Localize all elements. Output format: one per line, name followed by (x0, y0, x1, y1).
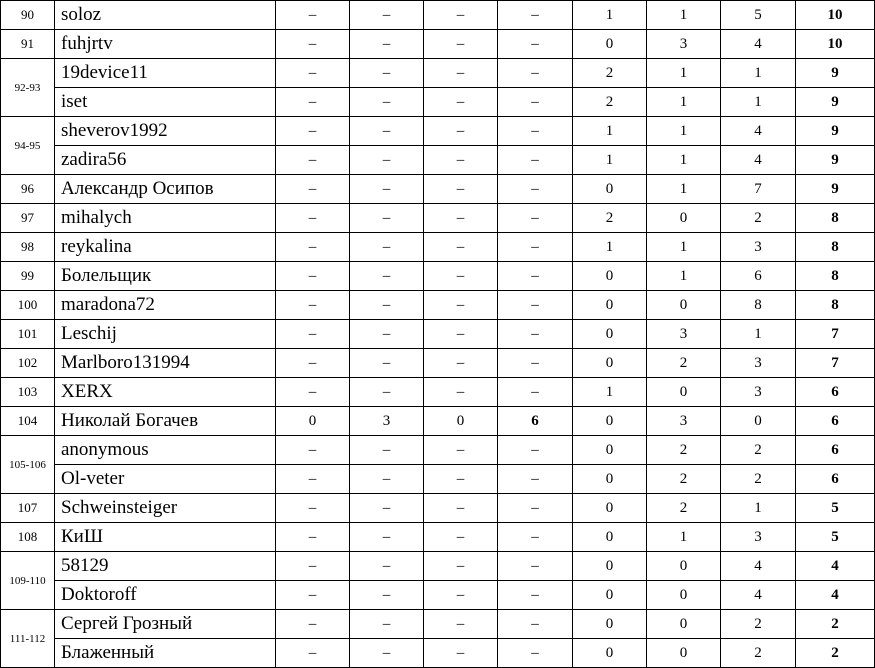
participant-name: 19device11 (55, 59, 276, 88)
table-row (1, 349, 875, 378)
table-row (1, 320, 875, 349)
score-cell-7: 4 (721, 146, 796, 175)
participant-name: Ol-veter (55, 465, 276, 494)
score-cell-4: – (498, 291, 573, 320)
score-cell-2: – (350, 349, 424, 378)
score-cell-2: – (350, 146, 424, 175)
score-cell-2: – (350, 552, 424, 581)
score-cell-5: 2 (573, 59, 647, 88)
score-cell-1: – (276, 175, 350, 204)
total-cell: 5 (796, 523, 875, 552)
total-cell: 5 (796, 494, 875, 523)
score-cell-1: – (276, 88, 350, 117)
score-cell-7: 2 (721, 610, 796, 639)
score-cell-4: – (498, 610, 573, 639)
table-row (1, 30, 875, 59)
score-cell-7: 3 (721, 349, 796, 378)
score-cell-4: – (498, 436, 573, 465)
score-cell-5: 1 (573, 233, 647, 262)
score-cell-6: 1 (647, 117, 721, 146)
score-cell-3: – (424, 233, 498, 262)
score-cell-2: – (350, 465, 424, 494)
score-cell-1: – (276, 1, 350, 30)
participant-name: iset (55, 88, 276, 117)
score-cell-5: 0 (573, 581, 647, 610)
participant-name: reykalina (55, 233, 276, 262)
rank-cell: 92-93 (1, 59, 55, 117)
table-row (1, 59, 875, 88)
score-cell-2: 3 (350, 407, 424, 436)
score-cell-3: – (424, 30, 498, 59)
score-cell-5: 0 (573, 610, 647, 639)
score-cell-4: – (498, 523, 573, 552)
score-cell-1: 0 (276, 407, 350, 436)
total-cell: 9 (796, 175, 875, 204)
table-row (1, 146, 875, 175)
rank-cell: 102 (1, 349, 55, 378)
score-cell-3: – (424, 262, 498, 291)
total-cell: 2 (796, 610, 875, 639)
score-cell-2: – (350, 204, 424, 233)
rank-cell: 90 (1, 1, 55, 30)
score-cell-3: – (424, 320, 498, 349)
score-cell-2: – (350, 639, 424, 668)
score-cell-1: – (276, 349, 350, 378)
rank-cell: 91 (1, 30, 55, 59)
score-cell-7: 8 (721, 291, 796, 320)
score-cell-6: 1 (647, 523, 721, 552)
score-cell-3: – (424, 175, 498, 204)
total-cell: 8 (796, 291, 875, 320)
score-cell-1: – (276, 378, 350, 407)
table-row (1, 117, 875, 146)
score-cell-4: – (498, 88, 573, 117)
participant-name: sheverov1992 (55, 117, 276, 146)
rank-cell: 103 (1, 378, 55, 407)
score-cell-2: – (350, 320, 424, 349)
table-row (1, 291, 875, 320)
score-cell-7: 2 (721, 465, 796, 494)
score-cell-5: 0 (573, 349, 647, 378)
total-cell: 9 (796, 88, 875, 117)
score-cell-6: 1 (647, 1, 721, 30)
score-cell-4: – (498, 639, 573, 668)
score-cell-2: – (350, 30, 424, 59)
score-cell-7: 5 (721, 1, 796, 30)
score-cell-4: – (498, 262, 573, 291)
rank-cell: 96 (1, 175, 55, 204)
score-cell-7: 6 (721, 262, 796, 291)
score-cell-7: 4 (721, 30, 796, 59)
table-row (1, 175, 875, 204)
score-cell-6: 2 (647, 349, 721, 378)
score-cell-2: – (350, 523, 424, 552)
score-cell-5: 0 (573, 291, 647, 320)
participant-name: fuhjrtv (55, 30, 276, 59)
score-cell-1: – (276, 552, 350, 581)
rank-cell: 98 (1, 233, 55, 262)
total-cell: 9 (796, 146, 875, 175)
table-row (1, 494, 875, 523)
score-cell-2: – (350, 233, 424, 262)
score-cell-3: – (424, 610, 498, 639)
total-cell: 4 (796, 581, 875, 610)
score-cell-5: 1 (573, 146, 647, 175)
score-cell-3: – (424, 204, 498, 233)
rank-cell: 100 (1, 291, 55, 320)
score-cell-1: – (276, 523, 350, 552)
table-row (1, 610, 875, 639)
rank-cell: 104 (1, 407, 55, 436)
score-cell-7: 1 (721, 494, 796, 523)
table-row (1, 1, 875, 30)
score-cell-7: 3 (721, 523, 796, 552)
participant-name: Schweinsteiger (55, 494, 276, 523)
participant-name: XERX (55, 378, 276, 407)
score-cell-1: – (276, 30, 350, 59)
score-cell-1: – (276, 581, 350, 610)
score-cell-1: – (276, 639, 350, 668)
score-cell-6: 1 (647, 59, 721, 88)
participant-name: КиШ (55, 523, 276, 552)
score-cell-3: – (424, 1, 498, 30)
participant-name: anonymous (55, 436, 276, 465)
score-cell-7: 2 (721, 204, 796, 233)
table-row (1, 88, 875, 117)
score-cell-7: 3 (721, 233, 796, 262)
score-cell-6: 3 (647, 320, 721, 349)
total-cell: 2 (796, 639, 875, 668)
participant-name: Блаженный (55, 639, 276, 668)
total-cell: 7 (796, 349, 875, 378)
score-cell-1: – (276, 436, 350, 465)
total-cell: 6 (796, 465, 875, 494)
table-row (1, 378, 875, 407)
score-cell-4: – (498, 204, 573, 233)
score-cell-2: – (350, 291, 424, 320)
score-cell-4: – (498, 378, 573, 407)
score-cell-4: – (498, 552, 573, 581)
total-cell: 9 (796, 117, 875, 146)
score-cell-3: – (424, 291, 498, 320)
score-cell-1: – (276, 262, 350, 291)
score-cell-7: 2 (721, 639, 796, 668)
score-cell-4: – (498, 117, 573, 146)
total-cell: 6 (796, 436, 875, 465)
rank-cell: 94-95 (1, 117, 55, 175)
score-cell-7: 2 (721, 436, 796, 465)
score-cell-4: – (498, 320, 573, 349)
score-cell-1: – (276, 494, 350, 523)
score-cell-6: 3 (647, 30, 721, 59)
score-cell-5: 0 (573, 494, 647, 523)
total-cell: 8 (796, 233, 875, 262)
score-cell-5: 0 (573, 262, 647, 291)
score-cell-1: – (276, 320, 350, 349)
score-cell-4: – (498, 1, 573, 30)
rank-cell: 109-110 (1, 552, 55, 610)
score-cell-7: 4 (721, 117, 796, 146)
score-cell-3: – (424, 581, 498, 610)
score-cell-1: – (276, 465, 350, 494)
rank-cell: 107 (1, 494, 55, 523)
score-cell-5: 0 (573, 320, 647, 349)
score-cell-3: – (424, 436, 498, 465)
total-cell: 10 (796, 1, 875, 30)
score-cell-2: – (350, 1, 424, 30)
score-cell-1: – (276, 59, 350, 88)
score-cell-6: 0 (647, 378, 721, 407)
score-cell-4: 6 (498, 407, 573, 436)
score-cell-6: 1 (647, 146, 721, 175)
score-cell-2: – (350, 581, 424, 610)
score-cell-5: 0 (573, 436, 647, 465)
rank-cell: 101 (1, 320, 55, 349)
score-cell-6: 2 (647, 494, 721, 523)
score-cell-5: 1 (573, 1, 647, 30)
table-row (1, 233, 875, 262)
table-row (1, 465, 875, 494)
score-cell-6: 0 (647, 552, 721, 581)
table-row (1, 581, 875, 610)
score-cell-3: – (424, 146, 498, 175)
score-cell-7: 1 (721, 88, 796, 117)
score-cell-2: – (350, 610, 424, 639)
score-cell-4: – (498, 581, 573, 610)
score-cell-5: 0 (573, 407, 647, 436)
score-cell-4: – (498, 175, 573, 204)
total-cell: 9 (796, 59, 875, 88)
table-row (1, 407, 875, 436)
score-cell-6: 2 (647, 436, 721, 465)
score-cell-2: – (350, 262, 424, 291)
score-cell-1: – (276, 117, 350, 146)
score-cell-5: 1 (573, 117, 647, 146)
participant-name: Болельщик (55, 262, 276, 291)
total-cell: 7 (796, 320, 875, 349)
score-cell-5: 0 (573, 523, 647, 552)
score-cell-2: – (350, 117, 424, 146)
total-cell: 6 (796, 407, 875, 436)
rank-cell: 99 (1, 262, 55, 291)
score-cell-3: – (424, 465, 498, 494)
score-cell-5: 0 (573, 552, 647, 581)
score-cell-7: 3 (721, 378, 796, 407)
score-cell-6: 3 (647, 407, 721, 436)
rank-cell: 111-112 (1, 610, 55, 668)
score-cell-1: – (276, 610, 350, 639)
score-cell-4: – (498, 465, 573, 494)
total-cell: 8 (796, 204, 875, 233)
score-cell-5: 2 (573, 88, 647, 117)
rank-cell: 108 (1, 523, 55, 552)
score-cell-5: 0 (573, 465, 647, 494)
participant-name: maradona72 (55, 291, 276, 320)
table-row (1, 262, 875, 291)
table-row (1, 204, 875, 233)
total-cell: 10 (796, 30, 875, 59)
score-cell-1: – (276, 146, 350, 175)
score-cell-2: – (350, 59, 424, 88)
score-cell-3: – (424, 523, 498, 552)
score-cell-4: – (498, 349, 573, 378)
score-cell-6: 1 (647, 175, 721, 204)
score-cell-6: 0 (647, 610, 721, 639)
score-cell-6: 1 (647, 88, 721, 117)
score-cell-2: – (350, 88, 424, 117)
table-row (1, 523, 875, 552)
score-cell-7: 1 (721, 59, 796, 88)
score-cell-7: 4 (721, 552, 796, 581)
score-cell-7: 4 (721, 581, 796, 610)
score-cell-3: – (424, 349, 498, 378)
score-cell-3: – (424, 117, 498, 146)
participant-name: Александр Осипов (55, 175, 276, 204)
participant-name: Сергей Грозный (55, 610, 276, 639)
total-cell: 6 (796, 378, 875, 407)
score-cell-6: 0 (647, 581, 721, 610)
score-cell-5: 2 (573, 204, 647, 233)
score-cell-5: 1 (573, 378, 647, 407)
score-cell-1: – (276, 204, 350, 233)
score-cell-3: – (424, 88, 498, 117)
score-cell-7: 1 (721, 320, 796, 349)
score-cell-4: – (498, 59, 573, 88)
score-cell-6: 0 (647, 291, 721, 320)
score-cell-6: 1 (647, 233, 721, 262)
score-cell-3: – (424, 494, 498, 523)
score-cell-4: – (498, 494, 573, 523)
score-cell-7: 0 (721, 407, 796, 436)
score-cell-6: 2 (647, 465, 721, 494)
score-cell-2: – (350, 378, 424, 407)
participant-name: Leschij (55, 320, 276, 349)
score-cell-3: – (424, 639, 498, 668)
participant-name: Doktoroff (55, 581, 276, 610)
participant-name: soloz (55, 1, 276, 30)
score-cell-3: 0 (424, 407, 498, 436)
score-cell-4: – (498, 233, 573, 262)
total-cell: 8 (796, 262, 875, 291)
participant-name: Marlboro131994 (55, 349, 276, 378)
participant-name: Николай Богачев (55, 407, 276, 436)
score-cell-3: – (424, 552, 498, 581)
table-row (1, 552, 875, 581)
participant-name: mihalych (55, 204, 276, 233)
score-cell-7: 7 (721, 175, 796, 204)
total-cell: 4 (796, 552, 875, 581)
score-cell-6: 0 (647, 639, 721, 668)
participant-name: zadira56 (55, 146, 276, 175)
score-cell-6: 1 (647, 262, 721, 291)
rank-cell: 105-106 (1, 436, 55, 494)
rank-cell: 97 (1, 204, 55, 233)
score-cell-3: – (424, 59, 498, 88)
score-cell-5: 0 (573, 175, 647, 204)
score-cell-2: – (350, 436, 424, 465)
standings-body (1, 1, 875, 668)
score-cell-1: – (276, 291, 350, 320)
score-cell-4: – (498, 146, 573, 175)
score-cell-6: 0 (647, 204, 721, 233)
table-row (1, 436, 875, 465)
table-row (1, 639, 875, 668)
score-cell-3: – (424, 378, 498, 407)
participant-name: 58129 (55, 552, 276, 581)
score-cell-4: – (498, 30, 573, 59)
score-cell-2: – (350, 494, 424, 523)
score-cell-1: – (276, 233, 350, 262)
score-cell-2: – (350, 175, 424, 204)
score-cell-5: 0 (573, 639, 647, 668)
score-cell-5: 0 (573, 30, 647, 59)
